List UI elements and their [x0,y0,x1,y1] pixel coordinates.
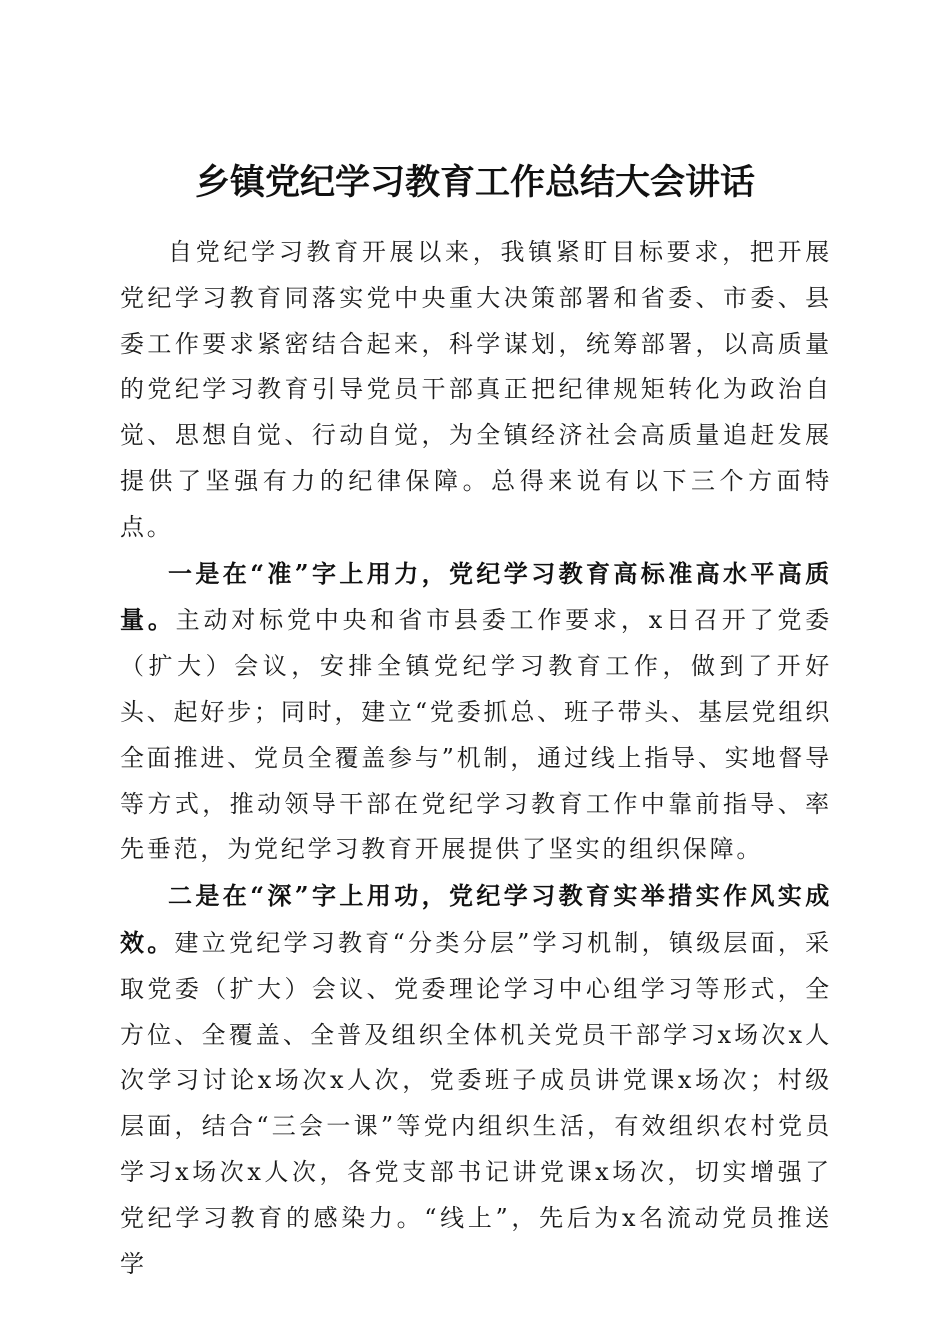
paragraph-text: 主动对标党中央和省市县委工作要求，x日召开了党委（扩大）会议，安排全镇党纪学习教育工作，做到了开好头、起好步；同时，建立“党委抓总、班子带头、基层党组织全面推进、党员全覆盖参与”机制，通过线上指导、实地督导等方式，推动领导干部在党纪学习教育工作中靠前指导、率先垂范，为党纪学习教育开展提供了坚实的组织保障。 [120,606,832,864]
paragraph-lead-heading: 一是在“准”字上用力，党纪学习教育高标准高水平高质量。 [120,558,832,635]
paragraph-text: 自党纪学习教育开展以来，我镇紧盯目标要求，把开展党纪学习教育同落实党中央重大决策部署和省委、市委、县委工作要求紧密结合起来，科学谋划，统筹部署，以高质量的党纪学习教育引导党员干部真正把纪律规矩转化为政治自觉、思想自觉、行动自觉，为全镇经济社会高质量追赶发展提供了坚强有力的纪律保障。总得来说有以下三个方面特点。 [120,238,832,541]
paragraph-text: 建立党纪学习教育“分类分层”学习机制，镇级层面，采取党委（扩大）会议、党委理论学习中心组学习等形式，全方位、全覆盖、全普及组织全体机关党员干部学习x场次x人次学习讨论x场次x人次，党委班子成员讲党课x场次；村级层面，结合“三会一课”等党内组织生活，有效组织农村党员学习x场次x人次，各党支部书记讲党课x场次，切实增强了党纪学习教育的感染力。“线上”，先后为x名流动党员推送学 [120,928,832,1278]
paragraph-lead-heading: 二是在“深”字上用功，党纪学习教育实举措实作风实成效。 [120,881,832,957]
document-body [120,230,832,1287]
paragraph-intro [120,230,832,551]
document-title: 乡镇党纪学习教育工作总结大会讲话 [194,162,755,204]
paragraph-point-two [120,873,832,1287]
paragraph-point-one [120,551,832,874]
